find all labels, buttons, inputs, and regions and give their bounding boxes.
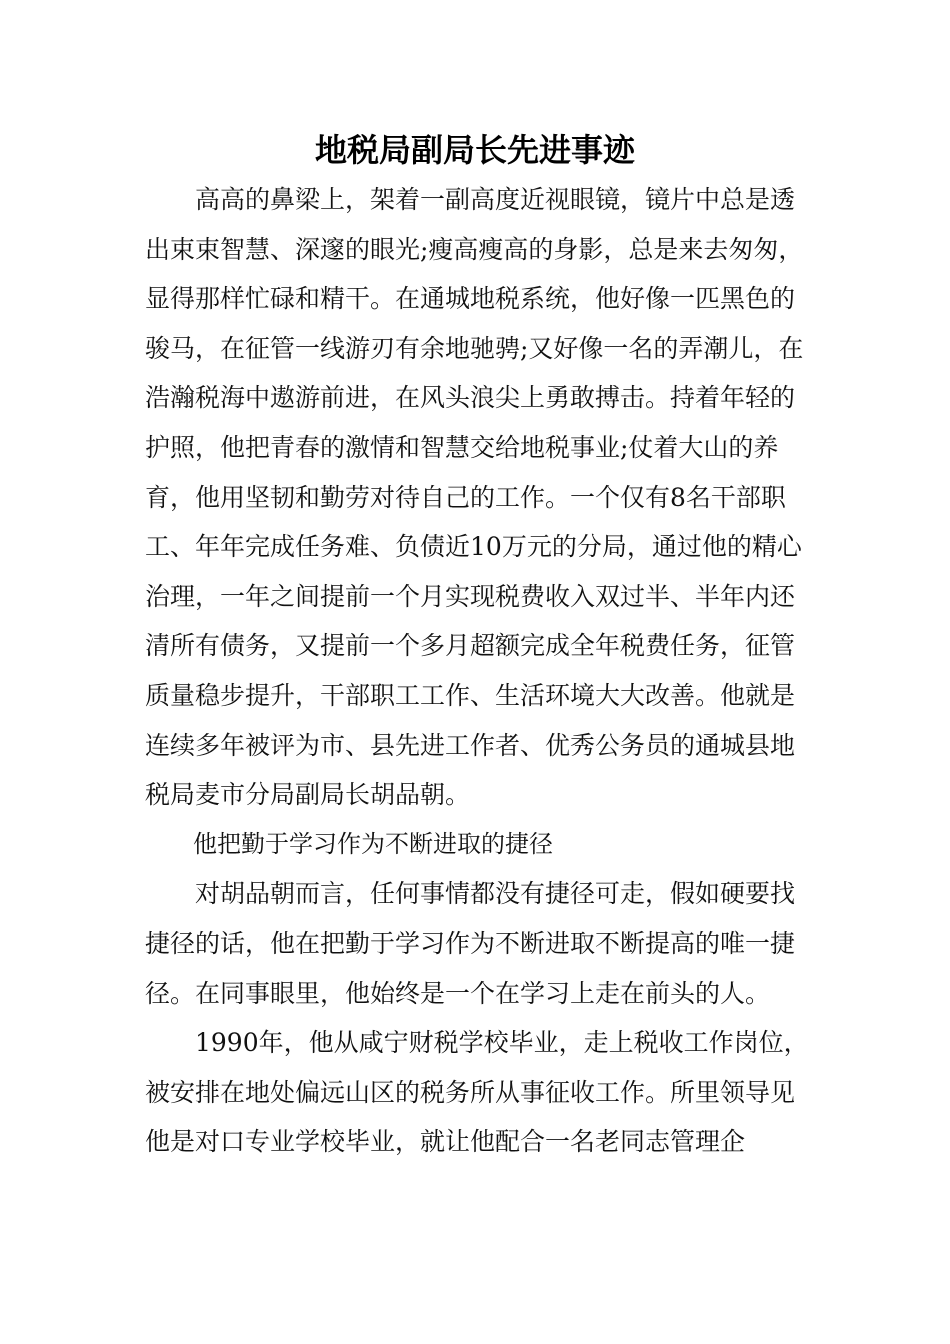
paragraph-intro: 高高的鼻梁上，架着一副高度近视眼镜，镜片中总是透出束束智慧、深邃的眼光;瘦高瘦高的身影，总是来去匆匆，显得那样忙碌和精干。在通城地税系统，他好像一匹黑色的骏马，在征管一线游刃有余地驰骋;又好像一名的弄潮儿，在浩瀚税海中遨游前进，在风头浪尖上勇敢搏击。持着年轻的护照，他把青春的激情和智慧交给地税事业;仗着大山的养育，他用坚韧和勤劳对待自己的工作。一个仅有8名干部职工、年年完成任务难、负债近10万元的分局，通过他的精心治理，一年之间提前一个月实现税费收入双过半、半年内还清所有债务，又提前一个多月超额完成全年税费任务，征管质量稳步提升，干部职工工作、生活环境大大改善。他就是连续多年被评为市、县先进工作者、优秀公务员的通城县地税局麦市分局副局长胡品朝。 bbox=[145, 185, 804, 810]
document-body bbox=[145, 175, 810, 1167]
paragraph-study: 对胡品朝而言，任何事情都没有捷径可走，假如硬要找捷径的话，他在把勤于学习作为不断进取不断提高的唯一捷径。在同事眼里，他始终是一个在学习上走在前头的人。 bbox=[145, 879, 796, 1008]
section-heading: 他把勤于学习作为不断进取的捷径 bbox=[193, 829, 553, 858]
document-title: 地税局副局长先进事迹 bbox=[314, 131, 635, 169]
paragraph-career: 1990年，他从咸宁财税学校毕业，走上税收工作岗位，被安排在地处偏远山区的税务所从事征收工作。所里领导见他是对口专业学校毕业，就让他配合一名老同志管理企 bbox=[145, 1028, 809, 1157]
